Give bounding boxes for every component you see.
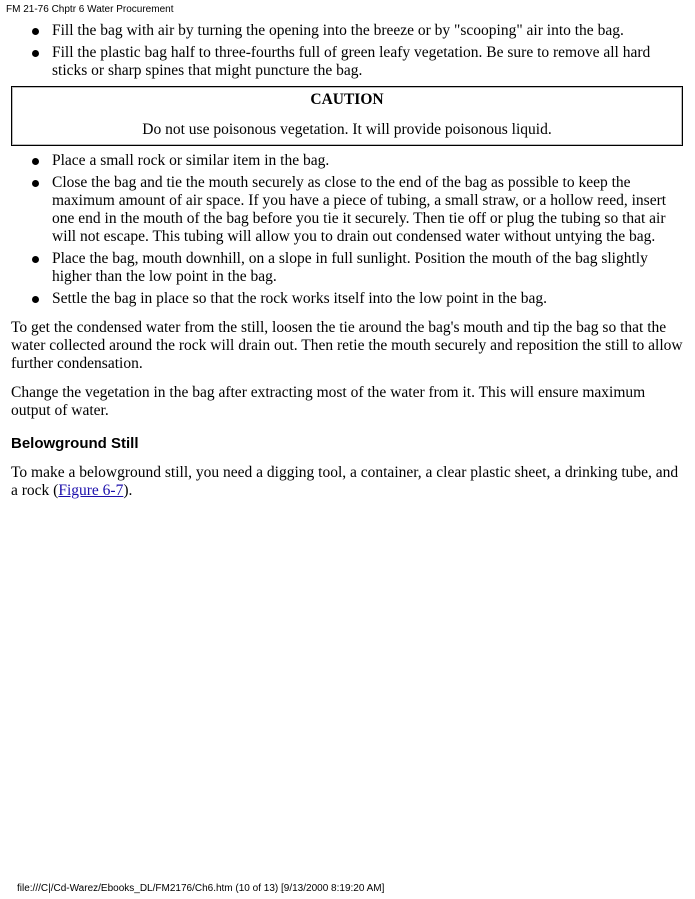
list-item-text: Close the bag and tie the mouth securely as close to the end of the bag as possible to keep the maximum amount of air space. If you have a piece of tubing, a small straw, or a hollow reed, insert one end in the mouth of the bag before you tie it securely. Then tie off or plug the tubing so that air will not escape. This tubing will allow you to drain out condensed water without untying the bag. (52, 174, 667, 245)
figure-6-7-link[interactable]: Figure 6-7 (58, 482, 124, 499)
bullet-icon (32, 256, 39, 263)
list-item (11, 22, 683, 40)
caution-title: CAUTION (310, 91, 384, 108)
bullet-icon (32, 180, 39, 187)
list-item-text: Settle the bag in place so that the rock works itself into the low point in the bag. (52, 290, 548, 307)
bullet-icon (32, 28, 39, 35)
paragraph-belowground-intro (11, 464, 683, 500)
paragraph-change-vegetation: Change the vegetation in the bag after extracting most of the water from it. This will ensure maximum output of water. (11, 384, 646, 419)
intro-text-after: ). (123, 482, 133, 499)
list-item (11, 44, 683, 80)
list-item-text: Place a small rock or similar item in the bag. (52, 152, 330, 169)
bullet-icon (32, 50, 39, 57)
bullet-list-top (11, 22, 683, 80)
list-item (11, 250, 683, 286)
paragraph-drain-water: To get the condensed water from the still, loosen the tie around the bag's mouth and tip the bag so that the water collected around the rock will drain out. Then retie the mouth securely and reposition the still to allow further condensation. (11, 319, 683, 372)
list-item (11, 152, 683, 170)
list-item (11, 174, 683, 246)
caution-text: Do not use poisonous vegetation. It will provide poisonous liquid. (142, 121, 552, 138)
bullet-icon (32, 158, 39, 165)
page-footer-path: file:///C|/Cd-Warez/Ebooks_DL/FM2176/Ch6.htm (10 of 13) [9/13/2000 8:19:20 AM] (17, 883, 385, 894)
page-header-title: FM 21-76 Chptr 6 Water Procurement (6, 4, 174, 15)
list-item-text: Fill the bag with air by turning the opening into the breeze or by "scooping" air into the bag. (52, 22, 624, 39)
list-item-text: Fill the plastic bag half to three-fourths full of green leafy vegetation. Be sure to remove all hard sticks or sharp spines that might puncture the bag. (52, 44, 651, 79)
bullet-list-bottom (11, 152, 683, 308)
bullet-icon (32, 296, 39, 303)
list-item (11, 290, 683, 308)
document-body (11, 22, 683, 500)
list-item-text: Place the bag, mouth downhill, on a slope in full sunlight. Position the mouth of the bag slightly higher than the low point in the bag. (52, 250, 648, 285)
section-heading: Belowground Still (11, 435, 139, 452)
intro-text-before: To make a belowground still, you need a digging tool, a container, a clear plastic sheet, a drinking tube, and a rock ( (11, 464, 679, 499)
caution-box (11, 86, 683, 146)
